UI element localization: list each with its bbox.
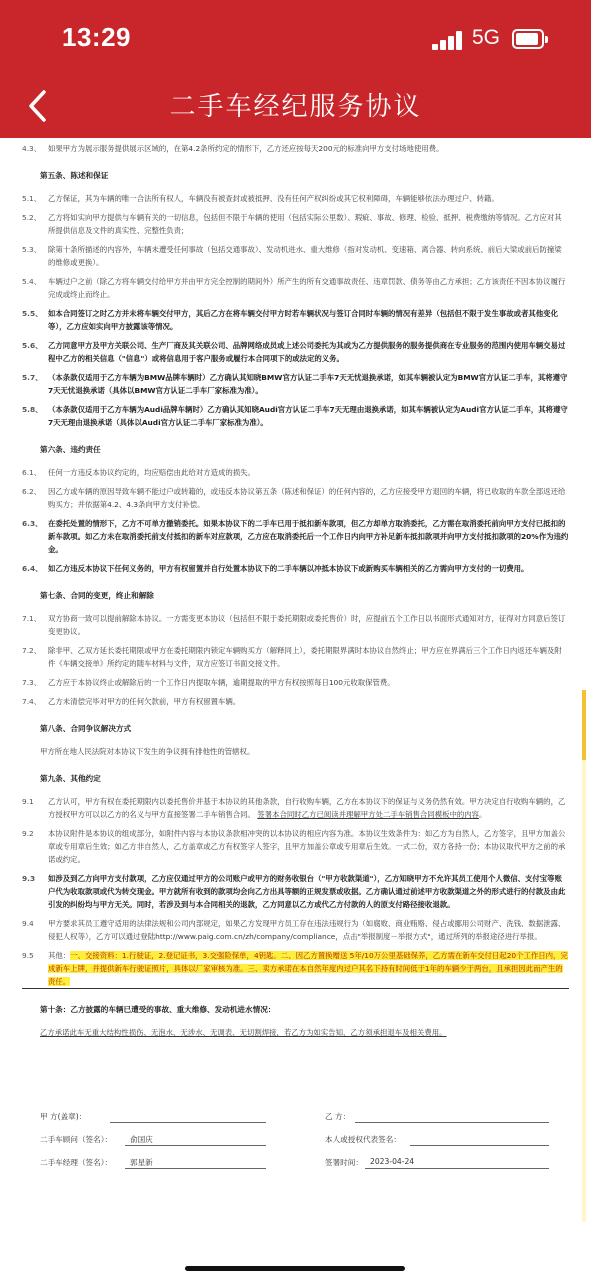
section-10-text: 乙方承诺此车无重大结构性损伤、无泡水、无涉水、无调表、无切割焊接，若乙方为如实告知，乙方须承担退车及相关费用。 <box>40 1028 447 1037</box>
clause-7-2: 7.2、 除非甲、乙双方延长委托期限或甲方在委托期限内锁定车辆购买方（解释同上），委托期限界满时本协议自然终止；甲方应在界满后三个工作日内返还车辆及附件《车辆交接单》所约定的随车材料与文件，双方应签订书面交接文件。 <box>22 646 562 668</box>
section-8-title: 第八条、合同争议解决方式 <box>40 724 132 733</box>
date-label: 签署时间： <box>325 1158 363 1167</box>
clause-6-2: 6.2、 因乙方或车辆的原因导致车辆不能过户或转籍的，或违反本协议第五条（陈述和保证）的任何内容的，乙方应接受甲方退回的车辆，将已收取的车款全部返还给购买方；并依据第4.2、4.3条向甲方支付补偿。 <box>22 487 566 509</box>
page-title: 二手车经纪服务协议 <box>169 92 422 122</box>
clause-9-2: 9.2 本协议附件是本协议的组成部分，如附件内容与本协议条款相冲突的以本协议的相应内容为准。本协议生效条件为：如乙方为自然人，乙方签字，且甲方加盖公章或专用章后生效；如乙方非自然人，乙方盖章或乙方有权签字人签字，且甲方加盖公章或专用章后生效。一式二份，双方各持一份；本协议取代甲方之前的承诺或约定。 <box>22 829 566 864</box>
clause-5-1: 5.1、 乙方保证，其为车辆的唯一合法所有权人，车辆没有被查封或被抵押、没有任何产权纠纷或其它权利障碍，车辆能够依法办理过户、转籍。 <box>22 194 499 203</box>
clause-6-4: 6.4、 如乙方违反本协议下任何义务的，甲方有权留置并自行处置本协议下的二手车辆以冲抵本协议下或新购买车辆相关的乙方需向甲方支付的一切费用。 <box>22 564 529 573</box>
section-9-title: 第九条、其他约定 <box>40 774 101 783</box>
consultant-name: 俞国庆 <box>130 1135 153 1144</box>
agreement-document[interactable] <box>0 138 591 1280</box>
highlighted-terms: 一、交接资料：1.行驶证，2.登记证书，3.交强险保单，4钥匙。二、因乙方置换赠送 5年/10万公里基础保养，乙方需在新车交付日起20个工作日内，完成新车上牌，并提供新车行驶证照片，具体以厂家审核为准。三、卖方承诺在本自然年度内过户其名下持有时间低于1年的车辆少于两台，且承担因此而产生的责任。 <box>48 951 568 986</box>
section-5-title: 第五条、陈述和保证 <box>40 171 109 180</box>
consultant-line <box>125 1145 266 1146</box>
party-b-label: 乙 方： <box>325 1112 351 1121</box>
clause-5-5: 5.5、 如本合同签订之时乙方并未将车辆交付甲方，其后乙方在将车辆交付甲方时若车辆状况与签订合同时车辆的情况有差异（包括但不限于发生事故或者其他变化等），乙方应如实向甲方披露该等情况。 <box>22 309 558 331</box>
party-a-line <box>110 1122 266 1123</box>
party-a-label: 甲 方(盖章)： <box>40 1112 87 1121</box>
clause-7-4: 7.4、 乙方未清偿完毕对甲方的任何欠款前，甲方有权留置车辆。 <box>22 697 241 706</box>
status-time: 13:29 <box>62 22 131 52</box>
clause-5-2: 5.2、 乙方将如实向甲方提供与车辆有关的一切信息，包括但不限于车辆的使用（包括实际公里数）、瑕疵、事故、修理、检验、抵押、税费缴纳等情况。乙方应对其所提供信息及文件的真实性、完整性负责； <box>22 213 562 235</box>
scrollbar-track[interactable] <box>582 690 586 1222</box>
clause-5-8: 5.8、 （本条款仅适用于乙方车辆为Audi品牌车辆时）乙方确认其知晓Audi官方认证二手车7天无理由退换承诺，如其车辆被认定为Audi官方认证二手车，其将遵守7天无理由退换承诺（具体以Audi官方认证二手车厂家标准为准）。 <box>22 405 568 427</box>
scrollbar-thumb[interactable] <box>582 690 586 760</box>
manager-name: 郭星新 <box>130 1158 153 1167</box>
section-7-title: 第七条、合同的变更，终止和解除 <box>40 591 154 600</box>
party-b-sign-line <box>410 1145 549 1146</box>
clause-7-1: 7.1、 双方协商一致可以提前解除本协议。一方需变更本协议（包括但不限于委托期限或委托售价）时，应提前五个工作日以书面形式通知对方，征得对方同意后签订变更协议。 <box>22 614 566 636</box>
clause-5-4: 5.4、 车辆过户之前（除乙方将车辆交付给甲方并由甲方完全控制的期间外）所产生的所有交通事故责任、违章罚款、债务等由乙方承担；乙方该责任不因本协议履行完成或终止而终止。 <box>22 277 566 299</box>
party-b-line <box>355 1122 549 1123</box>
section-6-title: 第六条、违约责任 <box>40 445 101 454</box>
section-10-title: 第十条：乙方披露的车辆已遭受的事故、重大维修、发动机进水情况： <box>40 1005 276 1014</box>
battery-icon <box>512 29 544 49</box>
clause-9-1-underlined: 签署本合同时乙方已阅读并理解甲方处二手车销售合同模板中的内容 <box>257 810 480 819</box>
clause-9-1: 9.1 乙方认可，甲方有权在委托期限内以委托售价并基于本协议的其他条款，自行收购车辆，乙方在本协议下的保证与义务仍然有效。甲方决定自行收购车辆的，乙方授权甲方可以以乙方的名义与甲方直接签署二手车销售合同。 签署本合同时乙方已阅读并理解甲方处二手车销售合同模板中的内容。 <box>22 797 566 819</box>
home-indicator[interactable] <box>185 1266 405 1271</box>
clause-9-3: 9.3 如涉及到乙方向甲方支付款项，乙方应仅通过甲方的公司账户或甲方的财务收银台（"甲方收款渠道"），乙方知晓甲方不允许其员工使用个人微信、支付宝等账户代为收取款项或代为转交现金。甲方就所有收到的款项均会向乙方出具等额的正规发票或收据。乙方确认通过前述甲方收款渠道之外的形式进行的付款及由此引发的纠纷均与甲方无关。同时，若涉及到与本合同相关的退款，乙方同意以乙方或代乙方付款的人的原支付路径接收退款。 <box>22 874 566 909</box>
manager-line <box>125 1168 266 1169</box>
header-bar <box>0 0 591 138</box>
clause-6-1: 6.1、 任何一方违反本协议约定的，均应赔偿由此给对方造成的损失。 <box>22 468 255 477</box>
clause-9-4: 9.4 甲方要求其员工遵守适用的法律法规和公司内部规定，如果乙方发现甲方员工存在违法违规行为（如腐败、商业贿赂、侵占或挪用公司财产、洗钱、数据泄露、侵犯人权等），乙方可以通过登陆http://www.paig.com.cn/zh/company/compliance，点击"举报制度－举报方式"，通过所列的举报途径进行举报。 <box>22 919 566 941</box>
status-bar <box>0 0 591 70</box>
clause-7-3: 7.3、 乙方应于本协议终止或解除后的一个工作日内提取车辆，逾期提取的甲方有权按照每日100元收取保管费。 <box>22 678 395 687</box>
clause-5-7: 5.7、 （本条款仅适用于乙方车辆为BMW品牌车辆时）乙方确认其知晓BMW官方认证二手车7天无忧退换承诺，如其车辆被认定为BMW官方认证二手车，其将遵守7天无忧退换承诺（具体以BMW官方认证二手车厂家标准为准）。 <box>22 373 568 395</box>
section-8-text: 甲方所在地人民法院对本协议下发生的争议拥有排他性的管辖权。 <box>40 747 255 756</box>
clause-5-6: 5.6、 乙方同意甲方及甲方关联公司、生产厂商及其关联公司、品牌网络成员或上述公司委托为其或为乙方提供服务的服务提供商在专业服务的范围内使用车辆交易过程中乙方的相关信息（"信息"）或将信息用于客户服务或履行本合同项下的或法定的义务。 <box>22 341 566 363</box>
clause-6-3: 6.3、 在委托处置的情形下，乙方不可单方撤销委托。如果本协议下的二手车已用于抵扣新车款项，但乙方却单方取消委托，乙方需在取消委托前向甲方支付已抵扣的新车款项。如乙方未在取消委托前支付抵扣的新车对应款项，乙方应在取消委托后一个工作日内向甲方补足新车抵扣款项并向甲方支付抵扣款项的20%作为违约金。 <box>22 519 569 554</box>
signal-strength-icon <box>432 30 466 50</box>
manager-label: 二手车经理（签名）： <box>40 1158 113 1167</box>
date-value: 2023-04-24 <box>370 1157 415 1166</box>
party-b-sign-label: 本人或授权代表签名： <box>325 1135 401 1144</box>
clause-5-3: 5.3、 除第十条所描述的内容外，车辆未遭受任何事故（包括交通事故）、发动机进水、重大维修（指对发动机、变速箱、离合器、转向系统、前后大梁或前后防撞梁的维修或更换）。 <box>22 245 562 267</box>
clause-9-5: 9.5 其他：一、交接资料：1.行驶证，2.登记证书，3.交强险保单，4钥匙。二、因乙方置换赠送 5年/10万公里基础保养，乙方需在新车交付日起20个工作日内，完成新车上牌，并提供新车行驶证照片，具体以厂家审核为准。三、卖方承诺在本自然年度内过户其名下持有时间低于1年的车辆少于两台，且承担因此而产生的责任。 <box>22 949 569 989</box>
consultant-label: 二手车顾问（签名）： <box>40 1135 113 1144</box>
clause-4-3: 4.3、 如果甲方为展示服务提供展示区域的，在第4.2条所约定的情形下，乙方还应按每天200元的标准向甲方支付场地使用费。 <box>22 144 444 153</box>
network-type: 5G <box>472 26 501 49</box>
date-line <box>365 1168 549 1169</box>
